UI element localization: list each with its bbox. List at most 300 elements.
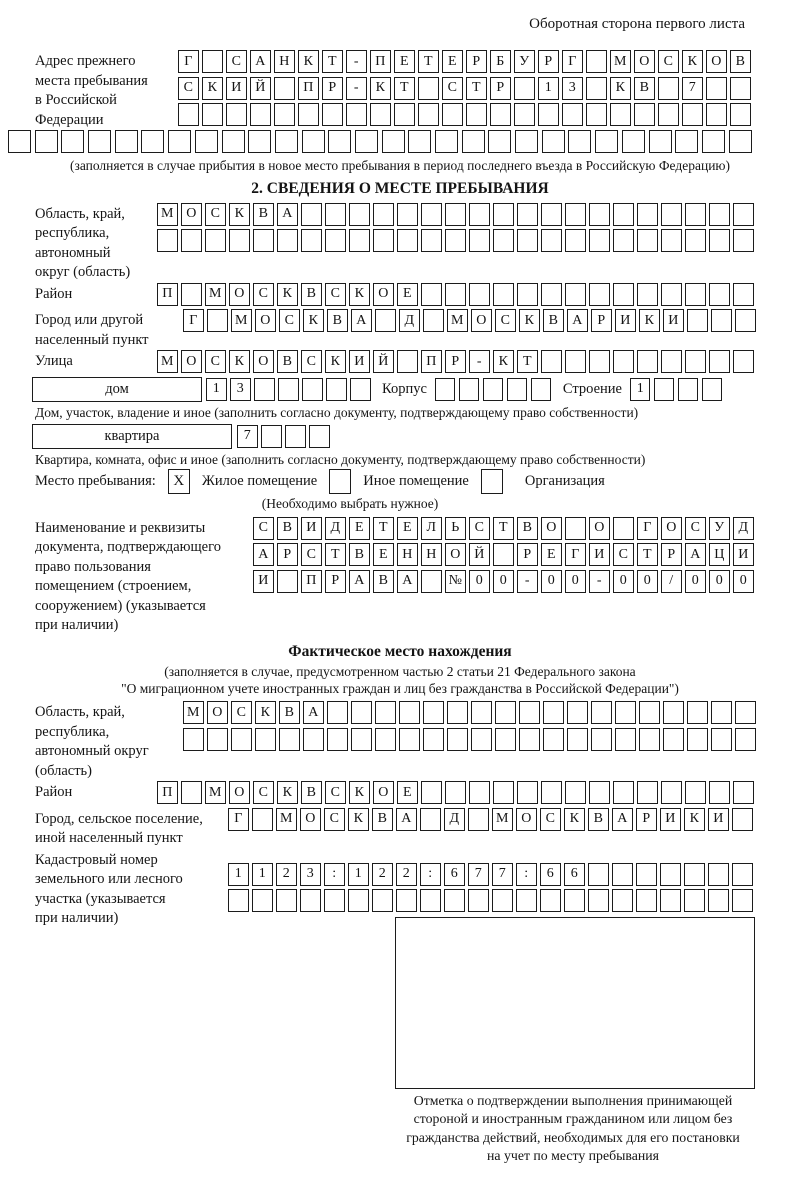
char-cell[interactable] <box>706 103 727 126</box>
char-cell[interactable]: Н <box>421 543 442 566</box>
char-cell[interactable]: С <box>325 283 346 306</box>
char-cell[interactable] <box>115 130 138 153</box>
char-cell[interactable] <box>277 229 298 252</box>
char-cell[interactable]: О <box>181 350 202 373</box>
char-cell[interactable]: С <box>253 517 274 540</box>
char-cell[interactable] <box>687 728 708 751</box>
char-cell[interactable]: Г <box>178 50 199 73</box>
char-cell[interactable] <box>562 103 583 126</box>
char-cell[interactable] <box>483 378 504 401</box>
char-cell[interactable]: № <box>445 570 466 593</box>
char-cell[interactable] <box>565 781 586 804</box>
char-cell[interactable]: М <box>157 350 178 373</box>
char-cell[interactable] <box>442 103 463 126</box>
char-cell[interactable] <box>351 728 372 751</box>
char-cell[interactable] <box>565 517 586 540</box>
char-cell[interactable]: О <box>373 781 394 804</box>
char-cell[interactable] <box>732 889 753 912</box>
char-cell[interactable] <box>302 378 323 401</box>
char-cell[interactable]: П <box>370 50 391 73</box>
char-cell[interactable]: : <box>516 863 537 886</box>
char-cell[interactable]: Е <box>541 543 562 566</box>
char-cell[interactable] <box>732 808 753 831</box>
char-cell[interactable]: К <box>303 309 324 332</box>
char-cell[interactable]: О <box>253 350 274 373</box>
char-cell[interactable] <box>661 781 682 804</box>
char-cell[interactable] <box>615 728 636 751</box>
char-cell[interactable] <box>515 130 538 153</box>
char-cell[interactable] <box>493 283 514 306</box>
char-cell[interactable]: М <box>205 283 226 306</box>
char-cell[interactable]: О <box>445 543 466 566</box>
char-cell[interactable]: - <box>469 350 490 373</box>
char-cell[interactable]: И <box>226 77 247 100</box>
char-cell[interactable]: К <box>349 283 370 306</box>
char-cell[interactable]: - <box>346 77 367 100</box>
char-cell[interactable]: Т <box>418 50 439 73</box>
char-cell[interactable] <box>61 130 84 153</box>
char-cell[interactable] <box>348 889 369 912</box>
char-cell[interactable]: В <box>301 781 322 804</box>
char-cell[interactable] <box>274 77 295 100</box>
char-cell[interactable]: - <box>517 570 538 593</box>
char-cell[interactable]: Р <box>277 543 298 566</box>
char-cell[interactable]: Р <box>591 309 612 332</box>
char-cell[interactable] <box>538 103 559 126</box>
char-cell[interactable] <box>420 808 441 831</box>
char-cell[interactable]: С <box>324 808 345 831</box>
char-cell[interactable] <box>613 283 634 306</box>
char-cell[interactable] <box>285 425 306 448</box>
char-cell[interactable] <box>399 728 420 751</box>
char-cell[interactable] <box>375 309 396 332</box>
char-cell[interactable]: 0 <box>613 570 634 593</box>
char-cell[interactable]: С <box>325 781 346 804</box>
char-cell[interactable]: И <box>660 808 681 831</box>
char-cell[interactable] <box>346 103 367 126</box>
char-cell[interactable]: С <box>658 50 679 73</box>
char-cell[interactable] <box>654 378 675 401</box>
char-cell[interactable]: 1 <box>630 378 651 401</box>
char-cell[interactable] <box>492 889 513 912</box>
char-cell[interactable] <box>517 781 538 804</box>
char-cell[interactable] <box>421 203 442 226</box>
checkbox-organization[interactable] <box>481 469 503 494</box>
char-cell[interactable]: 3 <box>230 378 251 401</box>
char-cell[interactable] <box>493 229 514 252</box>
char-cell[interactable] <box>493 781 514 804</box>
char-cell[interactable]: К <box>229 203 250 226</box>
char-cell[interactable]: П <box>301 570 322 593</box>
char-cell[interactable]: Е <box>442 50 463 73</box>
char-cell[interactable] <box>495 728 516 751</box>
char-cell[interactable]: 0 <box>685 570 706 593</box>
checkbox-residential[interactable]: X <box>168 469 190 494</box>
char-cell[interactable] <box>408 130 431 153</box>
char-cell[interactable]: Т <box>373 517 394 540</box>
char-cell[interactable]: И <box>615 309 636 332</box>
char-cell[interactable] <box>517 203 538 226</box>
char-cell[interactable] <box>729 130 752 153</box>
char-cell[interactable] <box>663 728 684 751</box>
char-cell[interactable]: К <box>564 808 585 831</box>
char-cell[interactable]: - <box>589 570 610 593</box>
char-cell[interactable] <box>373 203 394 226</box>
char-cell[interactable] <box>493 203 514 226</box>
char-cell[interactable] <box>591 701 612 724</box>
char-cell[interactable]: С <box>231 701 252 724</box>
char-cell[interactable]: С <box>279 309 300 332</box>
char-cell[interactable] <box>328 130 351 153</box>
char-cell[interactable]: В <box>277 517 298 540</box>
char-cell[interactable] <box>382 130 405 153</box>
char-cell[interactable]: К <box>684 808 705 831</box>
char-cell[interactable] <box>421 283 442 306</box>
char-cell[interactable] <box>222 130 245 153</box>
char-cell[interactable]: М <box>205 781 226 804</box>
char-cell[interactable] <box>444 889 465 912</box>
char-cell[interactable] <box>637 283 658 306</box>
char-cell[interactable] <box>181 781 202 804</box>
char-cell[interactable] <box>613 203 634 226</box>
char-cell[interactable]: Г <box>183 309 204 332</box>
char-cell[interactable]: 6 <box>564 863 585 886</box>
char-cell[interactable]: К <box>277 781 298 804</box>
char-cell[interactable]: 0 <box>565 570 586 593</box>
char-cell[interactable] <box>468 808 489 831</box>
char-cell[interactable]: П <box>157 781 178 804</box>
char-cell[interactable]: С <box>442 77 463 100</box>
char-cell[interactable]: 0 <box>541 570 562 593</box>
char-cell[interactable]: О <box>661 517 682 540</box>
char-cell[interactable]: 6 <box>444 863 465 886</box>
char-cell[interactable] <box>254 378 275 401</box>
char-cell[interactable] <box>399 701 420 724</box>
char-cell[interactable] <box>418 103 439 126</box>
char-cell[interactable] <box>514 77 535 100</box>
char-cell[interactable]: К <box>370 77 391 100</box>
char-cell[interactable] <box>301 203 322 226</box>
char-cell[interactable]: П <box>157 283 178 306</box>
char-cell[interactable] <box>637 203 658 226</box>
char-cell[interactable]: 3 <box>300 863 321 886</box>
char-cell[interactable]: В <box>730 50 751 73</box>
char-cell[interactable]: У <box>709 517 730 540</box>
char-cell[interactable]: О <box>300 808 321 831</box>
char-cell[interactable] <box>466 103 487 126</box>
char-cell[interactable] <box>622 130 645 153</box>
char-cell[interactable]: Р <box>445 350 466 373</box>
char-cell[interactable]: Р <box>517 543 538 566</box>
char-cell[interactable] <box>658 77 679 100</box>
char-cell[interactable] <box>541 283 562 306</box>
char-cell[interactable] <box>702 378 723 401</box>
char-cell[interactable] <box>324 889 345 912</box>
char-cell[interactable]: К <box>229 350 250 373</box>
char-cell[interactable]: В <box>349 543 370 566</box>
char-cell[interactable] <box>735 701 756 724</box>
char-cell[interactable] <box>687 701 708 724</box>
char-cell[interactable] <box>327 701 348 724</box>
char-cell[interactable] <box>469 229 490 252</box>
char-cell[interactable]: Д <box>733 517 754 540</box>
char-cell[interactable]: К <box>298 50 319 73</box>
char-cell[interactable] <box>678 378 699 401</box>
char-cell[interactable]: П <box>421 350 442 373</box>
char-cell[interactable]: В <box>517 517 538 540</box>
char-cell[interactable]: 0 <box>493 570 514 593</box>
char-cell[interactable]: В <box>253 203 274 226</box>
char-cell[interactable]: Т <box>493 517 514 540</box>
char-cell[interactable] <box>397 229 418 252</box>
char-cell[interactable]: К <box>349 781 370 804</box>
char-cell[interactable] <box>568 130 591 153</box>
char-cell[interactable]: В <box>279 701 300 724</box>
char-cell[interactable] <box>613 517 634 540</box>
char-cell[interactable] <box>730 103 751 126</box>
char-cell[interactable]: А <box>277 203 298 226</box>
char-cell[interactable] <box>517 283 538 306</box>
char-cell[interactable] <box>586 103 607 126</box>
char-cell[interactable]: В <box>372 808 393 831</box>
char-cell[interactable]: И <box>253 570 274 593</box>
char-cell[interactable] <box>565 283 586 306</box>
char-cell[interactable] <box>202 103 223 126</box>
char-cell[interactable] <box>660 863 681 886</box>
char-cell[interactable]: С <box>178 77 199 100</box>
char-cell[interactable]: 6 <box>540 863 561 886</box>
char-cell[interactable]: С <box>205 203 226 226</box>
char-cell[interactable]: В <box>634 77 655 100</box>
char-cell[interactable] <box>447 728 468 751</box>
char-cell[interactable]: 0 <box>469 570 490 593</box>
char-cell[interactable]: 7 <box>492 863 513 886</box>
char-cell[interactable] <box>372 889 393 912</box>
char-cell[interactable] <box>207 309 228 332</box>
char-cell[interactable] <box>612 863 633 886</box>
char-cell[interactable]: О <box>181 203 202 226</box>
char-cell[interactable]: 2 <box>276 863 297 886</box>
char-cell[interactable] <box>711 309 732 332</box>
char-cell[interactable]: О <box>255 309 276 332</box>
char-cell[interactable] <box>565 229 586 252</box>
char-cell[interactable]: К <box>348 808 369 831</box>
char-cell[interactable]: Е <box>397 517 418 540</box>
char-cell[interactable] <box>397 203 418 226</box>
char-cell[interactable]: Р <box>661 543 682 566</box>
char-cell[interactable]: Т <box>637 543 658 566</box>
char-cell[interactable] <box>141 130 164 153</box>
char-cell[interactable] <box>275 130 298 153</box>
char-cell[interactable]: А <box>303 701 324 724</box>
char-cell[interactable] <box>682 103 703 126</box>
char-cell[interactable]: Й <box>373 350 394 373</box>
char-cell[interactable] <box>279 728 300 751</box>
char-cell[interactable] <box>255 728 276 751</box>
char-cell[interactable] <box>228 889 249 912</box>
char-cell[interactable]: С <box>495 309 516 332</box>
char-cell[interactable]: П <box>298 77 319 100</box>
char-cell[interactable]: К <box>325 350 346 373</box>
char-cell[interactable]: А <box>250 50 271 73</box>
char-cell[interactable]: Т <box>322 50 343 73</box>
char-cell[interactable]: 7 <box>237 425 258 448</box>
char-cell[interactable] <box>589 283 610 306</box>
char-cell[interactable]: С <box>301 350 322 373</box>
char-cell[interactable] <box>349 203 370 226</box>
char-cell[interactable] <box>490 103 511 126</box>
char-cell[interactable]: И <box>589 543 610 566</box>
char-cell[interactable]: М <box>610 50 631 73</box>
char-cell[interactable] <box>8 130 31 153</box>
char-cell[interactable] <box>274 103 295 126</box>
char-cell[interactable]: 1 <box>252 863 273 886</box>
char-cell[interactable] <box>589 350 610 373</box>
char-cell[interactable] <box>325 229 346 252</box>
char-cell[interactable] <box>471 728 492 751</box>
char-cell[interactable] <box>649 130 672 153</box>
char-cell[interactable] <box>278 378 299 401</box>
char-cell[interactable]: 0 <box>733 570 754 593</box>
char-cell[interactable]: С <box>301 543 322 566</box>
char-cell[interactable] <box>567 701 588 724</box>
char-cell[interactable] <box>309 425 330 448</box>
char-cell[interactable]: Р <box>325 570 346 593</box>
char-cell[interactable] <box>423 728 444 751</box>
char-cell[interactable]: С <box>253 781 274 804</box>
char-cell[interactable]: М <box>231 309 252 332</box>
char-cell[interactable] <box>423 701 444 724</box>
char-cell[interactable] <box>685 350 706 373</box>
char-cell[interactable] <box>469 781 490 804</box>
char-cell[interactable] <box>541 203 562 226</box>
char-cell[interactable]: О <box>589 517 610 540</box>
char-cell[interactable]: А <box>397 570 418 593</box>
char-cell[interactable] <box>589 229 610 252</box>
char-cell[interactable] <box>675 130 698 153</box>
char-cell[interactable]: Т <box>517 350 538 373</box>
char-cell[interactable] <box>711 728 732 751</box>
char-cell[interactable] <box>469 203 490 226</box>
char-cell[interactable] <box>637 229 658 252</box>
char-cell[interactable]: Г <box>637 517 658 540</box>
char-cell[interactable] <box>157 229 178 252</box>
char-cell[interactable] <box>469 283 490 306</box>
char-cell[interactable]: Д <box>325 517 346 540</box>
char-cell[interactable]: Р <box>322 77 343 100</box>
char-cell[interactable] <box>248 130 271 153</box>
char-cell[interactable] <box>613 781 634 804</box>
char-cell[interactable] <box>261 425 282 448</box>
char-cell[interactable] <box>468 889 489 912</box>
char-cell[interactable] <box>394 103 415 126</box>
char-cell[interactable]: А <box>351 309 372 332</box>
char-cell[interactable] <box>495 701 516 724</box>
char-cell[interactable]: Д <box>399 309 420 332</box>
char-cell[interactable]: Й <box>469 543 490 566</box>
char-cell[interactable]: А <box>685 543 706 566</box>
char-cell[interactable] <box>276 889 297 912</box>
char-cell[interactable] <box>541 229 562 252</box>
char-cell[interactable]: К <box>277 283 298 306</box>
char-cell[interactable]: М <box>157 203 178 226</box>
char-cell[interactable] <box>325 203 346 226</box>
char-cell[interactable] <box>326 378 347 401</box>
char-cell[interactable] <box>709 350 730 373</box>
char-cell[interactable] <box>250 103 271 126</box>
char-cell[interactable]: / <box>661 570 682 593</box>
char-cell[interactable] <box>709 229 730 252</box>
checkbox-other-premises[interactable] <box>329 469 351 494</box>
char-cell[interactable] <box>709 283 730 306</box>
char-cell[interactable]: В <box>588 808 609 831</box>
char-cell[interactable] <box>541 781 562 804</box>
char-cell[interactable]: В <box>277 350 298 373</box>
char-cell[interactable] <box>567 728 588 751</box>
char-cell[interactable] <box>516 889 537 912</box>
char-cell[interactable] <box>565 203 586 226</box>
char-cell[interactable]: М <box>276 808 297 831</box>
char-cell[interactable] <box>542 130 565 153</box>
char-cell[interactable] <box>661 350 682 373</box>
char-cell[interactable]: Т <box>394 77 415 100</box>
char-cell[interactable] <box>684 863 705 886</box>
char-cell[interactable] <box>637 781 658 804</box>
char-cell[interactable] <box>637 350 658 373</box>
char-cell[interactable] <box>298 103 319 126</box>
char-cell[interactable] <box>565 350 586 373</box>
char-cell[interactable] <box>253 229 274 252</box>
char-cell[interactable]: М <box>447 309 468 332</box>
char-cell[interactable]: Б <box>490 50 511 73</box>
char-cell[interactable]: А <box>349 570 370 593</box>
char-cell[interactable]: С <box>685 517 706 540</box>
char-cell[interactable] <box>708 863 729 886</box>
char-cell[interactable] <box>730 77 751 100</box>
char-cell[interactable]: 1 <box>228 863 249 886</box>
char-cell[interactable]: О <box>207 701 228 724</box>
char-cell[interactable]: И <box>708 808 729 831</box>
char-cell[interactable] <box>302 130 325 153</box>
char-cell[interactable] <box>709 781 730 804</box>
char-cell[interactable] <box>613 229 634 252</box>
char-cell[interactable] <box>687 309 708 332</box>
char-cell[interactable] <box>181 283 202 306</box>
char-cell[interactable] <box>493 543 514 566</box>
char-cell[interactable]: Й <box>250 77 271 100</box>
char-cell[interactable] <box>301 229 322 252</box>
char-cell[interactable] <box>735 309 756 332</box>
char-cell[interactable]: Ь <box>445 517 466 540</box>
char-cell[interactable] <box>589 203 610 226</box>
char-cell[interactable] <box>595 130 618 153</box>
char-cell[interactable] <box>435 130 458 153</box>
char-cell[interactable]: 7 <box>682 77 703 100</box>
char-cell[interactable]: Т <box>466 77 487 100</box>
char-cell[interactable] <box>202 50 223 73</box>
char-cell[interactable]: В <box>373 570 394 593</box>
char-cell[interactable] <box>685 781 706 804</box>
char-cell[interactable]: М <box>492 808 513 831</box>
char-cell[interactable] <box>634 103 655 126</box>
char-cell[interactable]: 1 <box>538 77 559 100</box>
char-cell[interactable]: К <box>202 77 223 100</box>
char-cell[interactable] <box>706 77 727 100</box>
char-cell[interactable]: А <box>253 543 274 566</box>
char-cell[interactable]: Д <box>444 808 465 831</box>
char-cell[interactable] <box>349 229 370 252</box>
char-cell[interactable]: Т <box>325 543 346 566</box>
